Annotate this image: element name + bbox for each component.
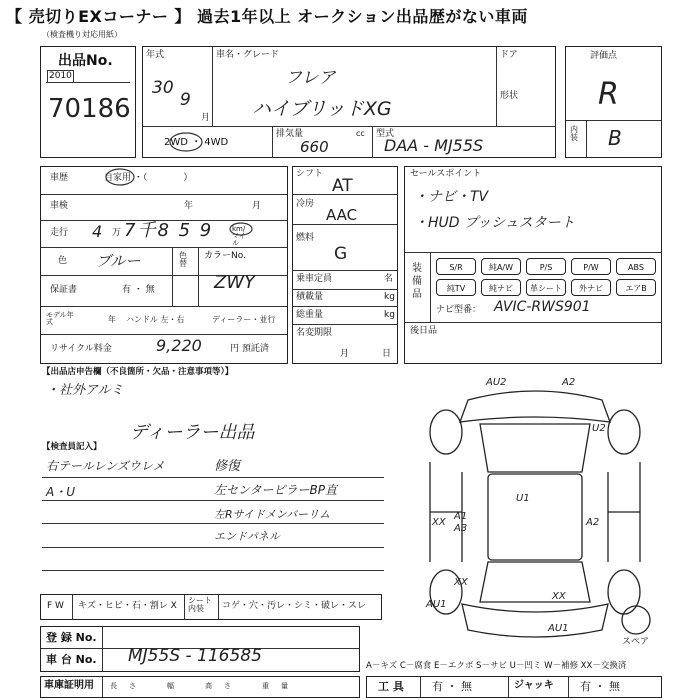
divider — [41, 247, 287, 248]
interior-label: 内装 — [570, 125, 578, 142]
car-grade: ハイブリッドXG — [252, 98, 392, 120]
car-damage-diagram — [410, 372, 660, 662]
mileage-man-unit: 万 — [112, 228, 122, 238]
banner-text: 【 売切りEXコーナー 】 過去1年以上 オークション出品歴がない車両 — [6, 7, 528, 26]
car-name-label: 車名・グレード — [216, 50, 280, 60]
divider — [430, 253, 431, 322]
divider — [42, 570, 384, 571]
fuel-value: G — [334, 244, 348, 264]
shop-notes-text: ・社外アルミ — [46, 383, 124, 398]
recycle-unit: 円 預託済 — [230, 344, 269, 354]
lot-label: 出品No. — [58, 53, 113, 69]
divider — [293, 306, 397, 307]
divider — [41, 306, 287, 307]
jack-value: 有 ・ 無 — [580, 680, 620, 693]
shape-label: 形状 — [500, 91, 519, 101]
month-value: 9 — [180, 90, 191, 110]
damage-mark: XX — [454, 577, 468, 588]
lot-year-tag: 2010 — [49, 71, 72, 81]
sales-line2: ・HUD プッシュスタート — [414, 215, 575, 231]
divider — [218, 595, 219, 619]
color-value: ブルー — [96, 252, 141, 270]
interior-value: B — [608, 126, 622, 150]
divider — [293, 270, 397, 271]
divider — [41, 194, 287, 195]
color-label: 色 — [58, 256, 68, 266]
navi-label: ナビ型番： — [436, 305, 482, 315]
divider — [372, 127, 373, 158]
damage-legend: A－キズ C－腐食 E－エクボ S－サビ U－凹ミ W－補修 XX－交換済 — [366, 661, 627, 671]
sales-label: セールスポイント — [410, 169, 482, 179]
model-year-year: 年 — [108, 315, 116, 324]
shift-label: シフト — [296, 169, 324, 179]
divider — [184, 595, 185, 619]
spare-label: スペア — [622, 637, 650, 647]
registration-label: 登 録 No. — [46, 631, 97, 644]
equipment-item: P/S — [526, 258, 566, 275]
navi-value: AVIC-RWS901 — [494, 299, 591, 315]
certificate-cells: 長さ 幅 高さ 重量 — [110, 682, 300, 690]
load-label: 積載量 — [296, 292, 324, 302]
divider — [405, 252, 661, 253]
damage-mark: AU1 — [426, 599, 447, 610]
divider — [198, 248, 199, 307]
divider — [42, 477, 384, 478]
recycle-value: 9,220 — [156, 336, 202, 355]
damage-mark: U1 — [516, 493, 530, 504]
inspection-label: 車検 — [50, 201, 69, 211]
divider — [293, 224, 397, 225]
color-code-label: カラーNo. — [204, 251, 246, 261]
inspector-label: 【検査員記入】 — [42, 442, 102, 452]
name-change-label: 名変期限 — [296, 328, 333, 338]
chassis-label: 車 台 No. — [46, 653, 97, 666]
divider — [566, 120, 661, 121]
year-label: 年式 — [146, 50, 165, 60]
fw-items: キズ・ヒビ・石・割レ X — [78, 601, 177, 611]
displacement-value: 660 — [300, 138, 329, 156]
mileage-man: 4 — [92, 222, 103, 241]
damage-mark: A3 — [454, 523, 468, 534]
divider — [272, 127, 273, 158]
seat-label: シート内装 — [188, 596, 212, 613]
divider — [293, 289, 397, 290]
history-circle — [104, 166, 136, 188]
displacement-label: 排気量 — [276, 129, 304, 139]
mileage-unit-circle — [228, 221, 254, 237]
damage-mark: AU1 — [548, 623, 569, 634]
divider — [568, 677, 569, 697]
tools-label: 工 具 — [378, 680, 404, 693]
history-label: 車歴 — [50, 173, 69, 183]
divider — [42, 547, 384, 548]
divider — [42, 523, 384, 524]
year-value: 30 — [152, 78, 174, 98]
drive-options: 2WD ・ 4WD — [164, 137, 229, 148]
damage-mark: A2 — [586, 517, 600, 528]
history-value: 自家用 ・（ ） — [104, 173, 193, 183]
damage-mark: A1 — [454, 511, 468, 522]
divider — [508, 677, 509, 697]
equipment-item: ABS — [616, 258, 656, 275]
drive-circle — [168, 131, 204, 153]
inspector-line2a: A・U — [46, 485, 75, 499]
fw-label: F W — [47, 601, 64, 611]
damage-mark: XX — [432, 517, 446, 528]
mileage-digits: 7千8 5 9 — [124, 220, 214, 241]
tools-value: 有 ・ 無 — [432, 680, 472, 693]
inspector-line1a: 右テールレンズウレメ — [46, 459, 165, 473]
sales-line1: ・ナビ・TV — [414, 189, 489, 205]
damage-mark: XX — [552, 591, 566, 602]
damage-mark: U2 — [592, 423, 606, 434]
load-unit: kg — [384, 292, 395, 302]
lot-underline — [46, 82, 130, 83]
equipment-item: 純A/W — [481, 258, 521, 275]
arrival-label: 後日品 — [410, 326, 438, 336]
equipment-item: エアB — [616, 279, 656, 296]
inspection-year: 年 — [184, 201, 194, 211]
inspector-line4b: エンドパネル — [214, 530, 280, 543]
warranty-value: 有 ・ 無 — [122, 285, 155, 295]
damage-mark: A2 — [562, 377, 576, 388]
type-value: DAA - MJ55S — [384, 136, 484, 155]
equipment-label: 装備品 — [412, 263, 422, 300]
divider — [102, 627, 103, 671]
model-year-label: モデル年式 — [46, 311, 74, 326]
model-year-handle: ハンドル 左・右 — [126, 315, 185, 324]
divider — [172, 248, 173, 307]
equipment-item: S/R — [436, 258, 476, 275]
shop-notes-label: 【出品店申告欄（不良箇所・欠品・注意事項等）】 — [42, 367, 234, 377]
ac-label: 冷房 — [296, 199, 315, 209]
equipment-item: P/W — [571, 258, 611, 275]
equipment-item: 純ナビ — [481, 279, 521, 296]
month-unit: 月 — [201, 113, 211, 123]
inspection-month: 月 — [252, 201, 262, 211]
divider — [72, 595, 73, 619]
top-note: （検査機り対応用紙） — [42, 30, 122, 39]
equipment-item: 純TV — [436, 279, 476, 296]
certificate-label: 車庫証明用 — [44, 680, 94, 691]
damage-mark: AU2 — [486, 377, 507, 388]
name-change-month: 月 — [340, 349, 350, 359]
grade-label: 評価点 — [590, 51, 618, 61]
mileage-label: 走行 — [50, 228, 69, 238]
ac-value: AAC — [326, 206, 358, 224]
inspector-line2b: 左センターピラーBP直 — [214, 483, 337, 497]
divider — [143, 126, 555, 127]
banner — [0, 0, 700, 30]
recycle-label: リサイクル料金 — [50, 344, 112, 354]
capacity-label: 乗車定員 — [296, 274, 333, 284]
divider — [420, 677, 421, 697]
gross-label: 総重量 — [296, 310, 324, 320]
shift-value: AT — [332, 176, 353, 196]
inspector-line1b: 修復 — [214, 459, 241, 474]
color-change-label: 色替 — [179, 251, 187, 268]
divider — [212, 47, 213, 126]
chassis-value: MJ55S - 116585 — [128, 646, 262, 666]
lot-number: 70186 — [48, 94, 131, 124]
cc-unit: cc — [356, 129, 365, 138]
type-label: 型式 — [376, 129, 395, 139]
model-year-dealer: ディーラー・並行 — [212, 315, 276, 324]
gross-unit: kg — [384, 310, 395, 320]
equipment-item: 革シート — [526, 279, 566, 296]
divider — [405, 322, 661, 323]
car-name: フレア — [285, 68, 336, 88]
seat-items: コゲ・穴・汚レ・シミ・破レ・スレ — [222, 601, 367, 611]
jack-label: ジャッキ — [514, 680, 554, 691]
warranty-label: 保証書 — [50, 285, 78, 295]
divider — [496, 47, 497, 126]
divider — [293, 324, 397, 325]
color-code: ZWY — [214, 272, 256, 293]
divider — [42, 500, 384, 501]
divider — [41, 334, 287, 335]
grade-value: R — [598, 77, 619, 112]
divider — [586, 120, 587, 157]
fuel-label: 燃料 — [296, 233, 315, 243]
mileage-unit: km/マイル — [232, 225, 246, 247]
door-label: ドア — [500, 50, 518, 60]
divider — [102, 677, 103, 697]
capacity-unit: 名 — [384, 274, 394, 284]
inspector-headline: ディーラー出品 — [130, 422, 255, 443]
inspector-line3b: 左Rサイドメンバーリム — [214, 508, 330, 521]
name-change-day: 日 — [382, 349, 392, 359]
equipment-item: 外ナビ — [571, 279, 611, 296]
